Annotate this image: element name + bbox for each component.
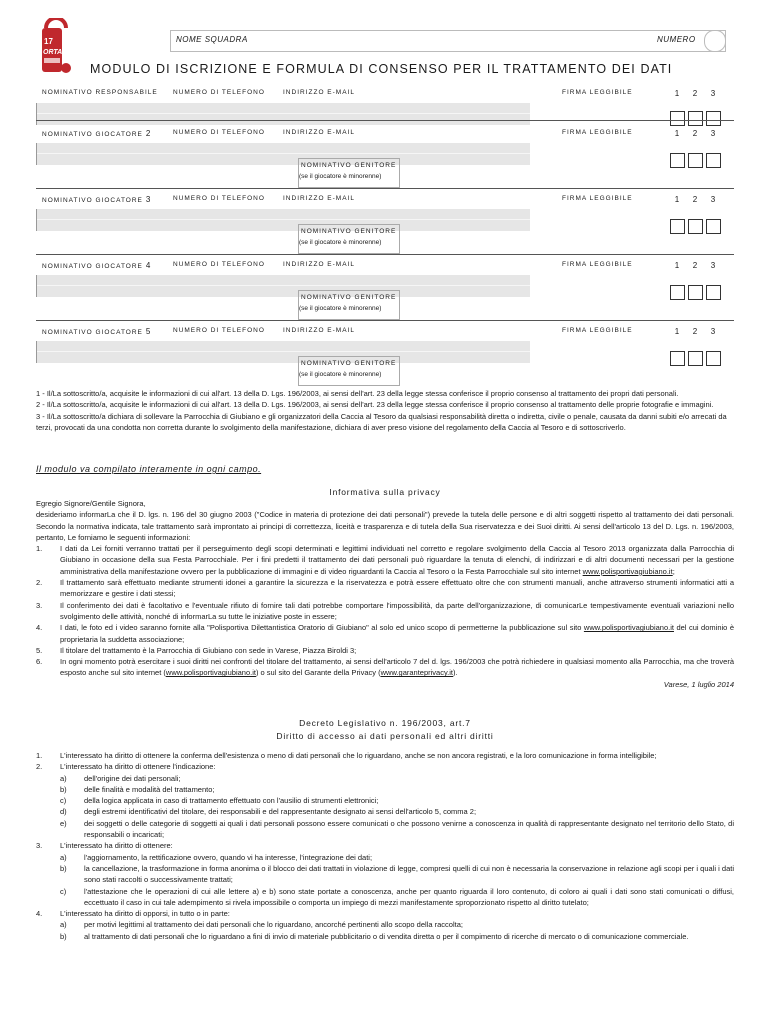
item-text-after: del cui dominio è proprietaria la suddetta associazione; (60, 623, 734, 644)
phone-column-label: NUMERO DI TELEFONO (173, 89, 265, 96)
subitem-text: al trattamento di dati personali che lo riguardano a fini di invio di materiale pubblicitario o di vendita diretta o per il compimento di ricerche di mercato o di comunicazione commerciale. (84, 931, 689, 941)
team-name-field[interactable] (170, 30, 726, 52)
consent-number: 3 (710, 327, 716, 336)
row-header (36, 258, 734, 272)
player-number: 3 (142, 195, 152, 204)
row-separator (36, 320, 734, 321)
consent-clauses (36, 388, 734, 433)
item-number: 2. (36, 762, 43, 772)
consent-checkbox[interactable] (706, 219, 721, 234)
consent-number: 3 (710, 89, 716, 98)
item-number: 3. (36, 600, 43, 610)
decree-subitem (36, 773, 734, 784)
consent-checkbox[interactable] (670, 153, 685, 168)
subitem-letter: e) (60, 818, 67, 828)
privacy-item (36, 645, 734, 656)
item-text: Il titolare del trattamento è la Parrocchia di Giubiano con sede in Varese, Piazza Biroldi 3; (60, 645, 357, 655)
signature-column-label: FIRMA LEGGIBILE (562, 261, 633, 268)
email-column-label: INDIRIZZO E-MAIL (283, 89, 355, 96)
subitem-text: dell'origine dei dati personali; (84, 773, 181, 783)
decree-title: Decreto Legislativo n. 196/2003, art.7 (299, 718, 471, 728)
consent-number: 1 (674, 89, 680, 98)
item-text: L'interessato ha diritto di ottenere la conferma dell'esistenza o meno di dati personali che lo riguardano, anche se non ancora registrati, e la loro comunicazione in forma intelligibile; (60, 751, 657, 760)
consent-checkbox[interactable] (670, 351, 685, 366)
subitem-text: della logica applicata in caso di trattamento effettuato con l'ausilio di strumenti elettronici; (84, 796, 379, 806)
subitem-text: la cancellazione, la trasformazione in forma anonima o il blocco dei dati trattati in violazione di legge, compresi quelli di cui non è necessaria la conservazione in relazione agli scopi per i quali i dati sono stati raccolti o successivamente trattati; (84, 863, 734, 885)
consent-checkbox[interactable] (706, 153, 721, 168)
item-number: 4. (36, 909, 43, 919)
item-text: I dati da Lei forniti verranno trattati per il perseguimento degli scopi determinati e legittimi individuati nel corretto e regolare svolgimento della Caccia al Tesoro 2013 organizzata dalla Parrocchia di Giubiano in occasione della sua Festa Parrocchiale. Per i fini predetti il trattamento dei dati personali può riguardare la tenuta di elenchi, di indirizzari e di altri documenti necessari per la gestione amministrativa della manifestazione ovvero per la pubblicazione di immagini e di video riguardanti la Caccia al Tesoro o la Festa Parrocchiale sul sito internet (60, 544, 734, 576)
decree-subitem (36, 919, 734, 930)
consent-checkbox[interactable] (688, 153, 703, 168)
privacy-item (36, 577, 734, 600)
decree-item (36, 840, 734, 851)
parent-name-field[interactable] (298, 158, 400, 188)
item-number: 1. (36, 544, 43, 554)
number-field[interactable] (704, 30, 726, 52)
privacy-date: Varese, 1 luglio 2014 (663, 679, 734, 689)
subitem-letter: b) (60, 863, 67, 873)
consent-number: 2 (692, 327, 698, 336)
email-column-label: INDIRIZZO E-MAIL (283, 129, 355, 136)
consent-checkbox[interactable] (688, 111, 703, 126)
parent-note: (se il giocatore è minorenne) (299, 305, 382, 312)
row-separator (36, 188, 734, 189)
subitem-text: per motivi legittimi al trattamento dei dati personali che lo riguardano, ancorché pertinenti allo scopo della raccolta; (84, 920, 463, 930)
signature-column-label: FIRMA LEGGIBILE (562, 195, 633, 202)
privacy-intro: desideriamo informarLa che il D. lgs. n. 196 del 30 giugno 2003 ("Codice in materia di protezione dei dati personali") prevede la tutela delle persone e di altri soggetti rispetto al trattamento dei dati personali. Secondo la normativa indicata, tale trattamento sarà improntato ai principi di correttezza, liceità e trasparenza e di tutela della Sua riservatezza e dei Suoi diritti. Ai sensi dell'articolo 13 del D. Lgs. n. 196/2003, pertanto, Le forniamo le seguenti informazioni: (36, 510, 734, 542)
subitem-text: delle finalità e modalità del trattamento; (84, 784, 215, 794)
consent-checkbox[interactable] (688, 351, 703, 366)
item-number: 4. (36, 623, 43, 633)
item-text: L'interessato ha diritto di ottenere: (60, 841, 173, 851)
row-separator (36, 254, 734, 255)
phone-column-label: NUMERO DI TELEFONO (173, 327, 265, 334)
consent-numbers (668, 129, 722, 138)
subitem-letter: b) (60, 931, 67, 941)
svg-text:ORTA: ORTA (43, 49, 63, 56)
item-number: 2. (36, 578, 43, 588)
email-column-label: INDIRIZZO E-MAIL (283, 261, 355, 268)
privacy-item (36, 600, 734, 623)
item-text: Il trattamento sarà effettuato mediante strumenti idonei a garantire la sicurezza e la riservatezza e potrà essere effettuato oltre che con strumenti manuali, anche attraverso strumenti informatici atti a memorizzare e gestire i dati stessi; (60, 578, 734, 599)
number-label: NUMERO (657, 35, 696, 44)
consent-checkbox[interactable] (670, 285, 685, 300)
decree-item (36, 908, 734, 919)
parent-note: (se il giocatore è minorenne) (299, 239, 382, 246)
subitem-text: l'attestazione che le operazioni di cui alle lettere a) e b) sono state portate a conoscenza, anche per quanto riguarda il loro contenuto, di coloro ai quali i dati sono stati comunicati o diffusi, eccettuato il caso in cui tale adempimento si rivela impossibile o comporta un impiego di mezzi manifestamente sproporzionato rispetto al diritto tutelato; (84, 886, 734, 907)
decree-subtitle: Diritto di accesso ai dati personali ed altri diritti (276, 731, 494, 741)
consent-numbers (668, 327, 722, 336)
decree-subitem (36, 886, 734, 909)
team-header (170, 30, 760, 54)
privacy-item (36, 543, 734, 577)
item-text-after: ; (672, 566, 675, 576)
consent-1: 1 - Il/La sottoscritto/a, acquisite le informazioni di cui all'art. 13 della D. Lgs. 196/2003, ai sensi dell'art. 23 della legge stessa conferisce il proprio consenso al trattamento dei propri dati personali. (36, 389, 679, 398)
page-title: MODULO DI ISCRIZIONE E FORMULA DI CONSENSO PER IL TRATTAMENTO DEI DATI (90, 62, 673, 76)
subitem-letter: a) (60, 920, 67, 930)
decree-subitem (36, 795, 734, 806)
team-name-label: NOME SQUADRA (176, 35, 248, 44)
consent-checkbox[interactable] (706, 351, 721, 366)
consent-number: 2 (692, 89, 698, 98)
row-label: NOMINATIVO GIOCATORE 4 (42, 261, 152, 270)
consent-checkbox[interactable] (706, 111, 721, 126)
parent-note: (se il giocatore è minorenne) (299, 371, 382, 378)
item-number: 5. (36, 645, 43, 655)
privacy-list (36, 543, 734, 679)
row-label: NOMINATIVO GIOCATORE 3 (42, 195, 152, 204)
subitem-letter: c) (60, 796, 67, 806)
row-separator (36, 120, 734, 121)
privacy-greeting: Egregio Signore/Gentile Signora, (36, 499, 146, 508)
row-label: NOMINATIVO RESPONSABILE (42, 89, 158, 96)
subitem-letter: a) (60, 773, 67, 783)
privacy-title: Informativa sulla privacy (329, 487, 441, 497)
decree-list (36, 750, 734, 942)
consent-3: 3 - Il/La sottoscritto/a dichiara di sollevare la Parrocchia di Giubiano e gli organizzatori della Caccia al Tesoro da qualsiasi responsabilità diretta o indiretta, civile o penale, causata da danni subiti e/o arrecati da terzi, provocati da una condotta non corretta durante lo svolgimento della manifestazione, dichiara di aver preso visione del regolamento della Caccia al Tesoro e di sottoscriverlo. (36, 411, 727, 432)
row-label: NOMINATIVO GIOCATORE 2 (42, 129, 152, 138)
parent-name-field[interactable] (298, 224, 400, 254)
consent-number: 1 (674, 129, 680, 138)
fill-in-field[interactable] (36, 209, 530, 231)
parent-label: NOMINATIVO GENITORE (301, 228, 397, 235)
privacy-item (36, 622, 734, 645)
consent-numbers (668, 195, 722, 204)
fill-in-field[interactable] (36, 143, 530, 165)
item-text-after: ) o sul sito del Garante della Privacy ( (255, 668, 381, 678)
consent-checkbox[interactable] (688, 285, 703, 300)
email-column-label: INDIRIZZO E-MAIL (283, 327, 355, 334)
player-number: 5 (142, 327, 152, 336)
privacy-item (36, 656, 734, 679)
parent-name-field[interactable] (298, 356, 400, 386)
fill-in-field[interactable] (36, 103, 530, 125)
consent-number: 1 (674, 261, 680, 270)
consent-number: 3 (710, 195, 716, 204)
item-text: Il conferimento dei dati è facoltativo e l'eventuale rifiuto di fornire tali dati potrebbe comportare l'impossibilità, da parte dell'organizzazione, di comunicarLe tempestivamente eventuali variazioni nello svolgimento delle attività, nonché di informarLa su tutte le iniziative poste in essere; (60, 600, 734, 621)
consent-number: 2 (692, 129, 698, 138)
consent-checkbox[interactable] (688, 219, 703, 234)
subitem-letter: c) (60, 886, 67, 896)
decree-item (36, 750, 734, 761)
decree-subitem (36, 818, 734, 841)
svg-text:17: 17 (44, 37, 53, 46)
website-link[interactable]: www.polisportivagiubiano.it (165, 668, 256, 678)
row-label: NOMINATIVO GIOCATORE 5 (42, 327, 152, 336)
parent-label: NOMINATIVO GENITORE (301, 360, 397, 367)
signature-column-label: FIRMA LEGGIBILE (562, 89, 633, 96)
consent-number: 3 (710, 261, 716, 270)
consent-number: 2 (692, 261, 698, 270)
garante-link[interactable]: www.garanteprivacy.it (380, 668, 453, 678)
decree-subitem (36, 931, 734, 942)
row-header (36, 126, 734, 140)
parent-name-field[interactable] (298, 290, 400, 320)
subitem-letter: a) (60, 852, 67, 862)
row-header (36, 324, 734, 338)
consent-2: 2 - Il/La sottoscritto/a, acquisite le informazioni di cui all'art. 13 della D. Lgs. 196/2003, ai sensi dell'art. 23 della legge stessa conferisce il proprio consenso al trattamento delle proprie fotografie e immagini. (36, 400, 714, 410)
website-link[interactable]: www.polisportivagiubiano.it (583, 623, 674, 633)
consent-checkbox[interactable] (670, 219, 685, 234)
item-number: 6. (36, 657, 43, 667)
consent-number: 3 (710, 129, 716, 138)
consent-number: 1 (674, 195, 680, 204)
item-number: 3. (36, 841, 43, 851)
item-text: I dati, le foto ed i video saranno fornite alla "Polisportiva Dilettantistica Oratorio di Giubiano" al solo ed unico scopo di permetterne la pubblicazione sul sito (60, 623, 584, 633)
fill-in-field[interactable] (36, 275, 530, 297)
parent-label: NOMINATIVO GENITORE (301, 162, 397, 169)
decree-subitem (36, 806, 734, 817)
consent-numbers (668, 89, 722, 98)
decree-item (36, 761, 734, 772)
required-note: Il modulo va compilato interamente in ogni campo. (36, 464, 262, 474)
subitem-letter: d) (60, 807, 67, 817)
subitem-text: degli estremi identificativi del titolare, dei responsabili e del rappresentante designato ai sensi dell'articolo 5, comma 2; (84, 807, 477, 817)
item-text: L'interessato ha diritto di opporsi, in tutto o in parte: (60, 909, 230, 919)
parent-label: NOMINATIVO GENITORE (301, 294, 397, 301)
consent-number: 2 (692, 195, 698, 204)
privacy-body (36, 498, 734, 690)
parent-note: (se il giocatore è minorenne) (299, 173, 382, 180)
item-text: L'interessato ha diritto di ottenere l'indicazione: (60, 762, 216, 772)
signature-column-label: FIRMA LEGGIBILE (562, 327, 633, 334)
item-text-end: ). (453, 668, 458, 678)
phone-column-label: NUMERO DI TELEFONO (173, 261, 265, 268)
subitem-letter: b) (60, 784, 67, 794)
phone-column-label: NUMERO DI TELEFONO (173, 129, 265, 136)
consent-numbers (668, 261, 722, 270)
subitem-text: dei soggetti o delle categorie di soggetti ai quali i dati personali possono essere comunicati o che possono venirne a conoscenza in qualità di rappresentante designato nel territorio dello Stato, di responsabili o incaricati; (84, 818, 734, 840)
fill-in-field[interactable] (36, 341, 530, 363)
signature-column-label: FIRMA LEGGIBILE (562, 129, 633, 136)
decree-subitem (36, 784, 734, 795)
consent-checkbox[interactable] (670, 111, 685, 126)
phone-column-label: NUMERO DI TELEFONO (173, 195, 265, 202)
consent-number: 1 (674, 327, 680, 336)
decree-subitem (36, 852, 734, 863)
decree-subitem (36, 863, 734, 886)
subitem-text: l'aggiornamento, la rettificazione ovvero, quando vi ha interesse, l'integrazione dei dati; (84, 852, 373, 862)
player-number: 4 (142, 261, 152, 270)
row-header (36, 192, 734, 206)
website-link[interactable]: www.polisportivagiubiano.it (582, 566, 673, 576)
player-number: 2 (142, 129, 152, 138)
email-column-label: INDIRIZZO E-MAIL (283, 195, 355, 202)
logo (40, 18, 72, 76)
row-header (36, 86, 734, 100)
consent-checkbox[interactable] (706, 285, 721, 300)
item-number: 1. (36, 751, 43, 760)
item-text: In ogni momento potrà esercitare i suoi diritti nei confronti del titolare del trattamento, ai sensi dell'articolo 7 del d. lgs. 196/2003 che potrà richiedere in qualsiasi momento alla Parrocchia, ma che troverà esposto anche sul sito internet ( (60, 657, 734, 678)
